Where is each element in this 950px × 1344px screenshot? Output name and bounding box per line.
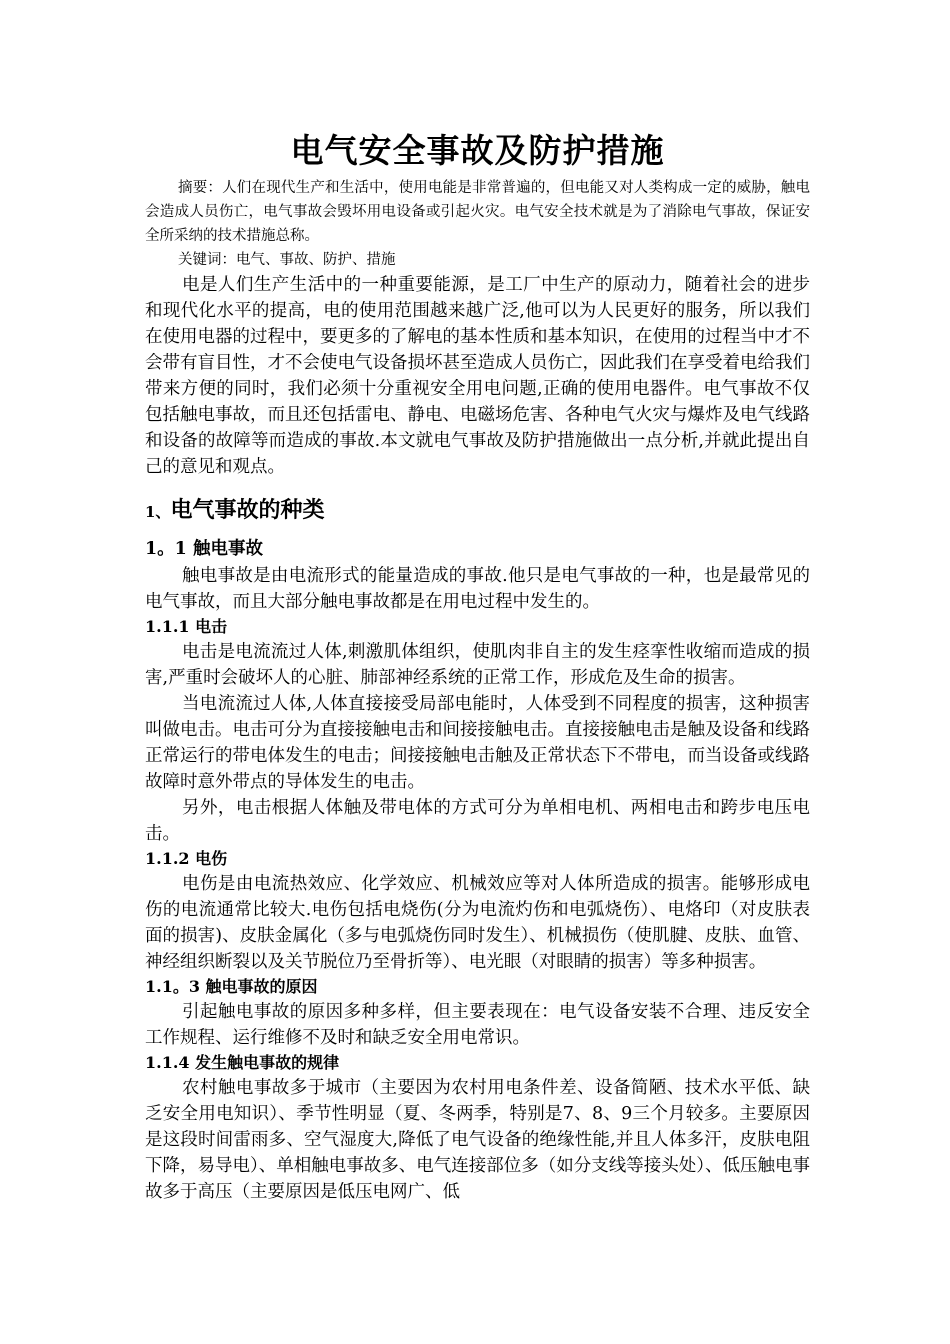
abstract: 摘要：人们在现代生产和生活中，使用电能是非常普遍的，但电能又对人类构成一定的威胁，触电会造成人员伤亡，电气事故会毁坏用电设备或引起火灾。电气安全技术就是为了消除电气事故，保证安全所采纳的技术措施总称。 <box>145 180 810 244</box>
section-1-1-2-paragraph: 电伤是由电流热效应、化学效应、机械效应等对人体所造成的损害。能够形成电伤的电流通常比较大.电伤包括电烧伤(分为电流灼伤和电弧烧伤）、电烙印（对皮肤表面的损害)、皮肤金属化（多与电弧烧伤同时发生）、机械损伤（使肌腱、皮肤、血管、神经组织断裂以及关节脱位乃至骨折等）、电光眼（对眼睛的损害）等多种损害。 <box>145 874 810 972</box>
section-1-1-1-heading: 1.1.1 电击 <box>145 617 228 636</box>
section-1-1-3-heading: 1.1。3 触电事故的原因 <box>145 977 318 996</box>
section-1-1-1-paragraph-2: 当电流流过人体,人体直接接受局部电能时，人体受到不同程度的损害，这种损害叫做电击。电击可分为直接接触电击和间接接触电击。直接接触电击是触及设备和线路正常运行的带电体发生的电击；间接接触电击触及正常状态下不带电，而当设备或线路故障时意外带点的导体发生的电击。 <box>145 694 810 792</box>
section-1-1-4-paragraph: 农村触电事故多于城市（主要因为农村用电条件差、设备简陋、技术水平低、缺乏安全用电知识）、季节性明显（夏、冬两季，特别是7、8、9三个月较多。主要原因是这段时间雷雨多、空气湿度大,降低了电气设备的绝缘性能,并且人体多汗，皮肤电阻下降，易导电）、单相触电事故多、电气连接部位多（如分支线等接头处）、低压触电事故多于高压（主要原因是低压电网广、低 <box>145 1078 810 1202</box>
section-1-1-3-paragraph: 引起触电事故的原因多种多样，但主要表现在：电气设备安装不合理、违反安全工作规程、运行维修不及时和缺乏安全用电常识。 <box>145 1002 810 1048</box>
section-1-1-1-paragraph-1: 电击是电流流过人体,刺激肌体组织，使肌肉非自主的发生痉挛性收缩而造成的损害,严重时会破坏人的心脏、肺部神经系统的正常工作，形成危及生命的损害。 <box>145 642 810 688</box>
section-1-1-paragraph: 触电事故是由电流形式的能量造成的事故.他只是电气事故的一种，也是最常见的电气事故，而且大部分触电事故都是在用电过程中发生的。 <box>145 566 810 612</box>
document-body <box>145 126 810 1205</box>
section-1-title: 电气事故的种类 <box>170 497 325 523</box>
keywords: 关键词：电气、事故、防护、措施 <box>178 252 396 268</box>
section-1-1-4-heading: 1.1.4 发生触电事故的规律 <box>145 1053 340 1072</box>
intro-paragraph: 电是人们生产生活中的一种重要能源，是工厂中生产的原动力，随着社会的进步和现代化水平的提高，电的使用范围越来越广泛,他可以为人民更好的服务，所以我们在使用电器的过程中，要更多的了解电的基本性质和基本知识，在使用的过程当中才不会带有盲目性，才不会使电气设备损坏甚至造成人员伤亡，因此我们在享受着电给我们带来方便的同时，我们必须十分重视安全用电问题,正确的使用电器件。电气事故不仅包括触电事故，而且还包括雷电、静电、电磁场危害、各种电气火灾与爆炸及电气线路和设备的故障等而造成的事故.本文就电气事故及防护措施做出一点分析,并就此提出自己的意见和观点。 <box>145 275 810 477</box>
section-1-number: 1、 <box>145 503 171 521</box>
section-1-1-heading: 1。1 触电事故 <box>145 539 263 559</box>
section-1-1-2-heading: 1.1.2 电伤 <box>145 849 228 868</box>
document-title: 电气安全事故及防护措施 <box>290 131 665 170</box>
section-1-1-1-paragraph-3: 另外，电击根据人体触及带电体的方式可分为单相电机、两相电击和跨步电压电击。 <box>145 798 810 844</box>
section-1-heading <box>145 490 810 532</box>
